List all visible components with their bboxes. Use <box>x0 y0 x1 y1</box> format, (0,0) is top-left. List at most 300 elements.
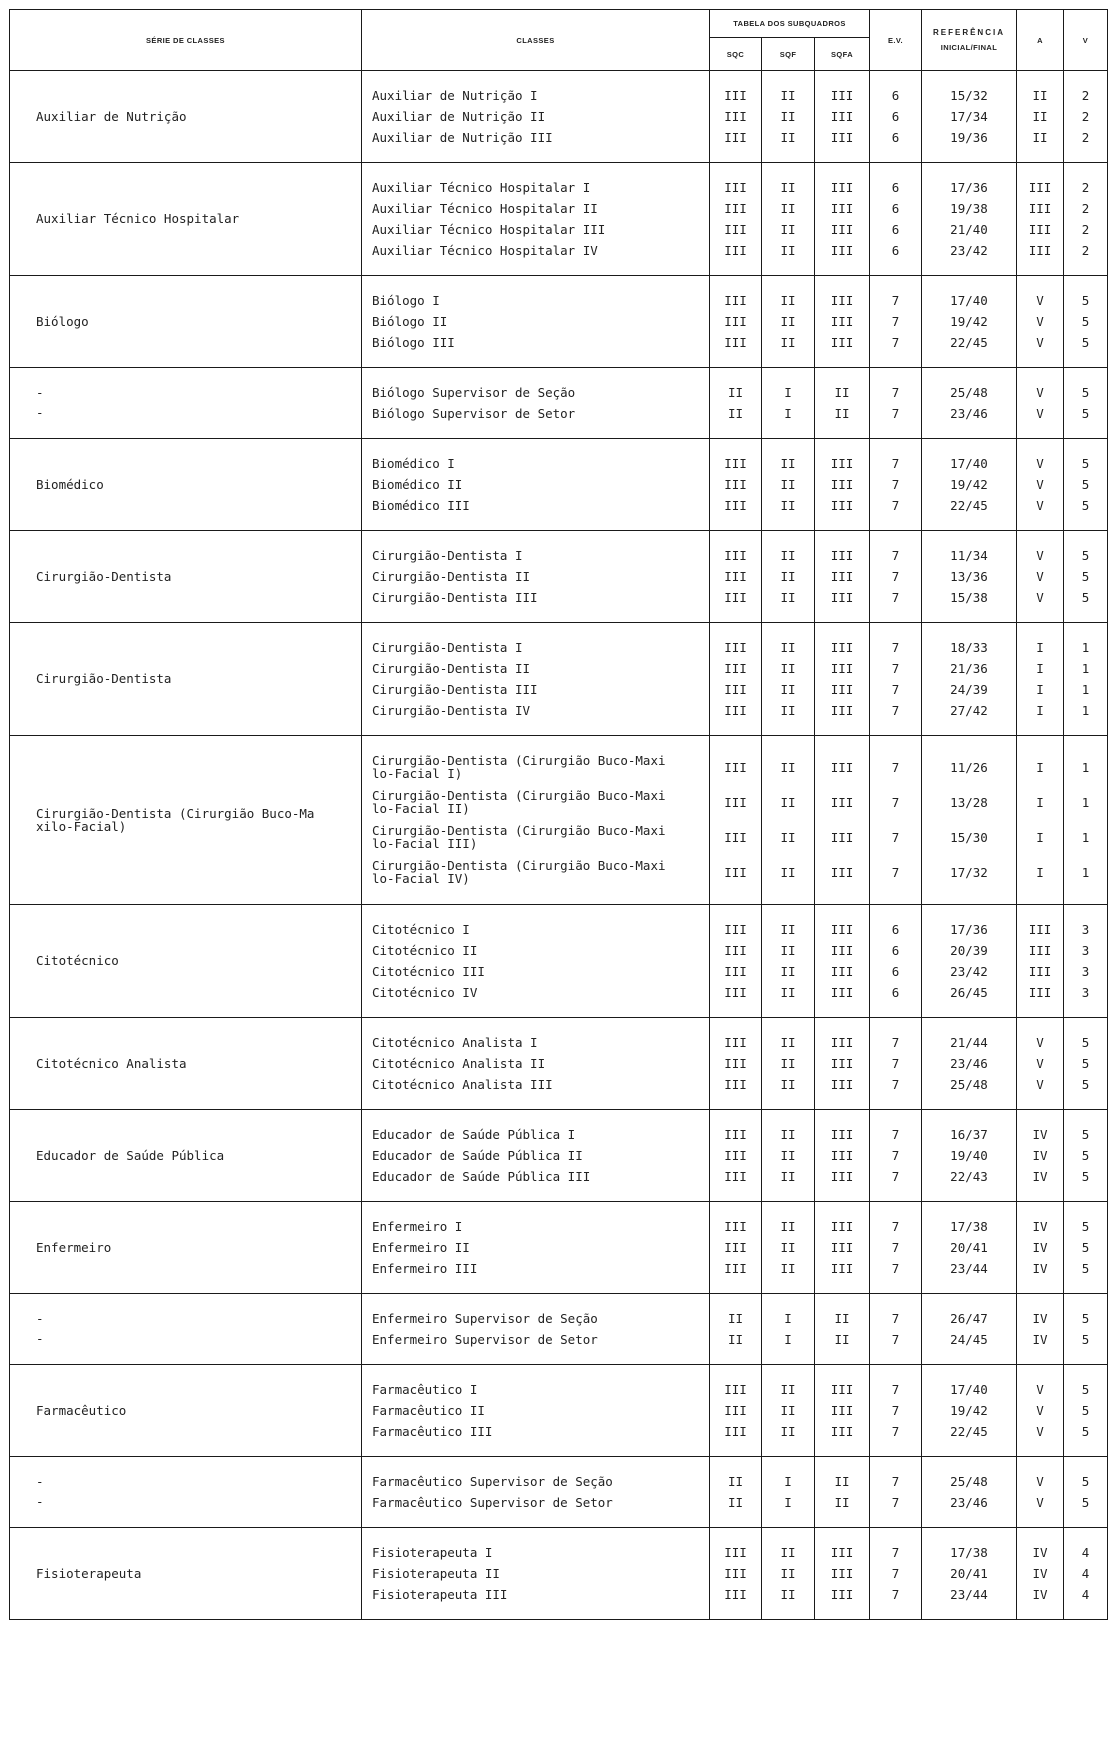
table-row-value: 22/45 <box>950 335 988 350</box>
table-row-value: Auxiliar Técnico Hospitalar III <box>372 222 606 237</box>
header-classes: CLASSES <box>362 10 710 71</box>
table-row-value: 26/47 <box>950 1311 988 1326</box>
classe-line: Cirurgião-Dentista (Cirurgião Buco-Maxi <box>372 788 666 803</box>
classe-cell <box>362 368 710 439</box>
table-row-value: 5 <box>1081 456 1090 471</box>
table-row-value: 15/38 <box>950 590 988 605</box>
table-row-value: III <box>1028 964 1052 979</box>
table-row-value: 3 <box>1081 964 1090 979</box>
table-row-value: III <box>724 130 747 145</box>
referencia-cell <box>922 531 1017 623</box>
table-row-value: II <box>727 1495 744 1510</box>
table-row-value: Biomédico III <box>372 498 470 513</box>
a-cell <box>1017 1365 1064 1457</box>
classe-cell <box>362 1365 710 1457</box>
serie-cell <box>10 531 362 623</box>
sqfa-cell <box>815 1528 870 1620</box>
table-row-value: 7 <box>891 1127 900 1142</box>
sqc-cell <box>710 368 762 439</box>
a-cell <box>1017 1018 1064 1110</box>
table-row-value: 5 <box>1081 293 1090 308</box>
v-cell <box>1064 368 1108 439</box>
group-row <box>10 531 1108 623</box>
table-row-value: 2 <box>1081 88 1090 103</box>
table-row-value: 7 <box>891 1382 900 1397</box>
table-row-value: 4 <box>1081 1545 1090 1560</box>
sqfa-cell <box>815 736 870 905</box>
table-row-value: 7 <box>891 1403 900 1418</box>
serie-cell <box>10 1528 362 1620</box>
table-row-value: III <box>724 201 747 216</box>
table-row-value: III <box>830 760 854 775</box>
classe-cell <box>362 1110 710 1202</box>
table-row-value: 19/40 <box>950 1148 988 1163</box>
table-row-value: 1 <box>1081 795 1090 810</box>
a-cell <box>1017 368 1064 439</box>
table-row-value: III <box>830 1056 854 1071</box>
table-row-value: I <box>784 1311 792 1326</box>
table-row-value: Cirurgião-Dentista I <box>372 640 523 655</box>
header-referencia <box>922 10 1017 71</box>
sqc-cell <box>710 531 762 623</box>
table-row-value: I <box>784 1495 792 1510</box>
a-cell <box>1017 163 1064 276</box>
sqfa-cell <box>815 1018 870 1110</box>
table-row-value: 7 <box>891 1424 900 1439</box>
table-row-value: III <box>724 335 747 350</box>
table-row-value: 23/44 <box>950 1587 988 1602</box>
table-row-value: V <box>1036 1035 1044 1050</box>
table-row-value: I <box>784 385 792 400</box>
table-row-value: Auxiliar de Nutrição I <box>372 88 538 103</box>
table-row-value: 22/45 <box>950 498 988 513</box>
table-row-value: 17/38 <box>950 1545 988 1560</box>
table-row-value: III <box>830 922 854 937</box>
table-row-value: II <box>780 1545 796 1560</box>
classe-cell <box>362 905 710 1018</box>
table-row-value: II <box>727 385 744 400</box>
serie-cell <box>10 905 362 1018</box>
table-row-value: 15/30 <box>950 830 988 845</box>
table-row-value: 1 <box>1081 830 1090 845</box>
ev-cell <box>870 905 922 1018</box>
serie-cell <box>10 71 362 163</box>
a-cell <box>1017 1457 1064 1528</box>
ev-cell <box>870 623 922 736</box>
table-row-value: 7 <box>891 1169 900 1184</box>
table-row-value: III <box>1028 922 1052 937</box>
table-row-value: 6 <box>891 943 900 958</box>
ev-cell <box>870 1365 922 1457</box>
v-cell <box>1064 1457 1108 1528</box>
table-row-value: III <box>830 293 854 308</box>
table-row-value: 5 <box>1081 385 1090 400</box>
table-row-value: II <box>727 1311 744 1326</box>
table-row-value: 7 <box>891 1474 900 1489</box>
table-row-value: 21/36 <box>950 661 988 676</box>
table-row-value: III <box>1028 222 1052 237</box>
serie-line: - <box>36 1311 44 1326</box>
table-row-value: 3 <box>1081 922 1090 937</box>
table-row-value: 5 <box>1081 1056 1090 1071</box>
sqf-cell <box>762 1110 815 1202</box>
table-row-value: 7 <box>891 1219 900 1234</box>
table-row-value: III <box>830 180 854 195</box>
table-row-value: III <box>830 569 854 584</box>
sqf-cell <box>762 1202 815 1294</box>
table-row-value <box>362 750 709 785</box>
table-row-value: 5 <box>1081 1077 1090 1092</box>
table-row-value: 5 <box>1081 1403 1090 1418</box>
table-row-value: III <box>724 1566 747 1581</box>
table-row-value: 7 <box>891 1077 900 1092</box>
table-row-value: 5 <box>1081 1382 1090 1397</box>
table-row-value: 7 <box>891 1240 900 1255</box>
v-cell <box>1064 439 1108 531</box>
table-row-value: Farmacêutico III <box>372 1424 493 1439</box>
v-cell <box>1064 736 1108 905</box>
table-row-value: II <box>1032 130 1048 145</box>
table-row-value: III <box>724 661 747 676</box>
table-row-value: 23/42 <box>950 243 988 258</box>
table-row-value: V <box>1036 1474 1044 1489</box>
a-cell <box>1017 1294 1064 1365</box>
table-row-value: 19/36 <box>950 130 988 145</box>
table-row-value: III <box>724 1077 747 1092</box>
table-row-value: 7 <box>891 335 900 350</box>
serie-line: - <box>36 1331 44 1346</box>
serie-line: Educador de Saúde Pública <box>36 1147 225 1163</box>
header-inicial-final: INICIAL/FINAL <box>940 43 998 52</box>
sqc-cell <box>710 1457 762 1528</box>
table-row-value: II <box>834 385 850 400</box>
table-row-value: III <box>830 1077 854 1092</box>
table-row-value: 7 <box>891 795 900 810</box>
referencia-cell <box>922 623 1017 736</box>
table-row-value: IV <box>1032 1169 1048 1184</box>
table-row-value: 2 <box>1081 130 1090 145</box>
table-row-value: 23/44 <box>950 1261 988 1276</box>
a-cell <box>1017 439 1064 531</box>
table-row-value: 7 <box>891 1495 900 1510</box>
table-row-value: 21/44 <box>950 1035 988 1050</box>
table-row-value: V <box>1036 1056 1044 1071</box>
table-row-value: II <box>780 795 796 810</box>
classe-line: Cirurgião-Dentista (Cirurgião Buco-Maxi <box>372 823 666 838</box>
table-row-value: III <box>830 795 854 810</box>
table-row-value: Fisioterapeuta II <box>372 1566 500 1581</box>
table-row-value: Biólogo III <box>372 335 455 350</box>
sqf-cell <box>762 439 815 531</box>
table-row-value: Citotécnico Analista III <box>372 1077 553 1092</box>
table-row-value: III <box>830 548 854 563</box>
sqfa-cell <box>815 1110 870 1202</box>
table-row-value: Cirurgião-Dentista II <box>372 569 531 584</box>
v-cell <box>1064 531 1108 623</box>
table-row-value: 20/41 <box>950 1240 988 1255</box>
table-row-value: III <box>724 795 747 810</box>
sqfa-cell <box>815 1365 870 1457</box>
header-a: A <box>1017 10 1064 71</box>
table-row-value: III <box>724 548 747 563</box>
v-cell <box>1064 623 1108 736</box>
serie-cell <box>10 1202 362 1294</box>
table-row-value: V <box>1036 477 1044 492</box>
referencia-cell <box>922 439 1017 531</box>
serie-line: Cirurgião-Dentista <box>36 568 172 584</box>
table-row-value: II <box>780 180 796 195</box>
table-row-value: 7 <box>891 569 900 584</box>
a-cell <box>1017 276 1064 368</box>
table-row-value: III <box>830 1169 854 1184</box>
table-row-value: 1 <box>1081 703 1090 718</box>
table-row-value: Farmacêutico Supervisor de Setor <box>372 1495 613 1510</box>
table-row-value: III <box>724 640 747 655</box>
group-row <box>10 1202 1108 1294</box>
table-row-value: III <box>724 569 747 584</box>
sqfa-cell <box>815 276 870 368</box>
table-row-value: IV <box>1032 1587 1048 1602</box>
table-row-value <box>362 820 709 855</box>
table-row-value: III <box>724 498 747 513</box>
table-row-value: Cirurgião-Dentista I <box>372 548 523 563</box>
table-row-value: Cirurgião-Dentista IV <box>372 703 531 718</box>
table-row-value: I <box>784 406 792 421</box>
a-cell <box>1017 905 1064 1018</box>
table-row-value: 7 <box>891 1148 900 1163</box>
table-row-value: I <box>1036 830 1044 845</box>
serie-cell <box>10 1018 362 1110</box>
table-row-value: 2 <box>1081 243 1090 258</box>
sqf-cell <box>762 623 815 736</box>
table-row-value: 2 <box>1081 109 1090 124</box>
table-row-value: III <box>830 201 854 216</box>
table-row-value: 7 <box>891 661 900 676</box>
table-row-value: 7 <box>891 1587 900 1602</box>
serie-cell <box>10 163 362 276</box>
serie-cell <box>10 1365 362 1457</box>
group-row <box>10 1528 1108 1620</box>
ev-cell <box>870 1528 922 1620</box>
a-cell <box>1017 1110 1064 1202</box>
table-row-value: 17/34 <box>950 109 988 124</box>
table-row-value: II <box>834 1474 850 1489</box>
table-row-value: V <box>1036 314 1044 329</box>
sqc-cell <box>710 1294 762 1365</box>
table-row-value: II <box>780 590 796 605</box>
table-row-value: III <box>830 335 854 350</box>
table-row-value: Enfermeiro Supervisor de Setor <box>372 1332 598 1347</box>
table-row-value: 5 <box>1081 1169 1090 1184</box>
table-row-value: II <box>780 1382 796 1397</box>
table-row-value: I <box>784 1474 792 1489</box>
table-row-value: II <box>780 498 796 513</box>
table-row-value: 5 <box>1081 498 1090 513</box>
table-row-value: V <box>1036 1077 1044 1092</box>
table-row-value: 7 <box>891 1035 900 1050</box>
table-row-value: III <box>724 1148 747 1163</box>
table-row-value: Biólogo I <box>372 293 440 308</box>
serie-line: Citotécnico Analista <box>36 1055 187 1071</box>
a-cell <box>1017 531 1064 623</box>
table-row-value: III <box>830 964 854 979</box>
classe-line: Cirurgião-Dentista (Cirurgião Buco-Maxi <box>372 753 666 768</box>
table-row-value <box>362 855 709 890</box>
v-cell <box>1064 163 1108 276</box>
table-row-value: 5 <box>1081 314 1090 329</box>
serie-cell <box>10 623 362 736</box>
table-row-value: 26/45 <box>950 985 988 1000</box>
sqc-cell <box>710 1110 762 1202</box>
table-row-value: II <box>780 922 796 937</box>
table-row-value: 6 <box>891 201 900 216</box>
table-row-value: III <box>724 243 747 258</box>
table-row-value: I <box>1036 795 1044 810</box>
table-row-value: Citotécnico Analista II <box>372 1056 546 1071</box>
ev-cell <box>870 368 922 439</box>
table-row-value: 4 <box>1081 1566 1090 1581</box>
table-row-value: III <box>724 1035 747 1050</box>
sqfa-cell <box>815 1202 870 1294</box>
table-row-value: III <box>724 682 747 697</box>
serie-line: Biomédico <box>36 476 104 492</box>
serie-cell <box>10 276 362 368</box>
classe-line-continued: lo-Facial IV) <box>372 871 470 886</box>
table-row-value: 7 <box>891 830 900 845</box>
table-row-value: II <box>780 1035 796 1050</box>
table-row-value: III <box>724 703 747 718</box>
table-row-value: III <box>724 590 747 605</box>
sqc-cell <box>710 163 762 276</box>
table-row-value: 25/48 <box>950 1474 988 1489</box>
table-row-value: III <box>724 1169 747 1184</box>
table-row-value: 7 <box>891 1332 900 1347</box>
table-row-value: III <box>830 1545 854 1560</box>
ev-cell <box>870 1110 922 1202</box>
table-row-value: III <box>1028 201 1052 216</box>
table-row-value: 5 <box>1081 406 1090 421</box>
table-row-value: Biomédico I <box>372 456 455 471</box>
classe-cell <box>362 1202 710 1294</box>
table-row-value: Fisioterapeuta III <box>372 1587 508 1602</box>
table-row-value: III <box>830 222 854 237</box>
referencia-cell <box>922 1457 1017 1528</box>
table-row-value: 6 <box>891 222 900 237</box>
table-row-value: III <box>724 760 747 775</box>
ev-cell <box>870 1018 922 1110</box>
table-row-value: Biólogo Supervisor de Setor <box>372 406 576 421</box>
a-cell <box>1017 623 1064 736</box>
table-row-value: V <box>1036 590 1044 605</box>
table-row-value: V <box>1036 569 1044 584</box>
sqf-cell <box>762 531 815 623</box>
table-row-value: 11/26 <box>950 760 988 775</box>
sqc-cell <box>710 623 762 736</box>
table-row-value: V <box>1036 1424 1044 1439</box>
table-row-value: Enfermeiro Supervisor de Seção <box>372 1311 598 1326</box>
table-row-value: V <box>1036 1495 1044 1510</box>
classe-cell <box>362 1457 710 1528</box>
table-row-value: Citotécnico I <box>372 922 470 937</box>
table-row-value: IV <box>1032 1545 1048 1560</box>
ev-cell <box>870 439 922 531</box>
document-page <box>9 9 1107 1620</box>
table-row-value: III <box>724 1127 747 1142</box>
table-row-value: II <box>780 760 796 775</box>
table-row-value: 7 <box>891 477 900 492</box>
v-cell <box>1064 276 1108 368</box>
table-row-value: 17/40 <box>950 293 988 308</box>
table-row-value: II <box>780 1587 796 1602</box>
table-row-value: II <box>780 130 796 145</box>
table-row-value <box>362 785 709 820</box>
sqf-cell <box>762 736 815 905</box>
table-row-value: 6 <box>891 109 900 124</box>
table-row-value: 13/36 <box>950 569 988 584</box>
table-row-value: III <box>1028 180 1052 195</box>
referencia-cell <box>922 1018 1017 1110</box>
table-row-value: III <box>724 477 747 492</box>
a-cell <box>1017 1528 1064 1620</box>
table-row-value: V <box>1036 456 1044 471</box>
table-row-value: II <box>780 703 796 718</box>
table-row-value: IV <box>1032 1261 1048 1276</box>
table-row-value: III <box>830 498 854 513</box>
sqf-cell <box>762 1528 815 1620</box>
classe-line-continued: lo-Facial I) <box>372 766 463 781</box>
table-row-value: 19/38 <box>950 201 988 216</box>
table-row-value: 4 <box>1081 1587 1090 1602</box>
table-row-value: III <box>830 703 854 718</box>
group-row <box>10 439 1108 531</box>
referencia-cell <box>922 1110 1017 1202</box>
table-row-value: 7 <box>891 314 900 329</box>
table-row-value: 18/33 <box>950 640 988 655</box>
serie-cell <box>10 1294 362 1365</box>
table-row-value: III <box>724 865 747 880</box>
sqc-cell <box>710 905 762 1018</box>
table-row-value: 7 <box>891 548 900 563</box>
table-row-value: II <box>780 293 796 308</box>
classe-line-continued: lo-Facial II) <box>372 801 470 816</box>
sqf-cell <box>762 1294 815 1365</box>
table-row-value: II <box>780 1077 796 1092</box>
serie-cell <box>10 439 362 531</box>
table-row-value: 20/41 <box>950 1566 988 1581</box>
table-row-value: 7 <box>891 385 900 400</box>
header-sqf: SQF <box>762 38 815 71</box>
group-row <box>10 1110 1108 1202</box>
table-row-value: 2 <box>1081 201 1090 216</box>
table-row-value: Auxiliar Técnico Hospitalar II <box>372 201 598 216</box>
table-row-value: 1 <box>1081 640 1090 655</box>
sqfa-cell <box>815 623 870 736</box>
table-row-value: Citotécnico Analista I <box>372 1035 538 1050</box>
group-row <box>10 1294 1108 1365</box>
table-row-value: 17/40 <box>950 456 988 471</box>
sqc-cell <box>710 71 762 163</box>
table-row-value: III <box>724 1403 747 1418</box>
v-cell <box>1064 905 1108 1018</box>
table-row-value: 7 <box>891 1566 900 1581</box>
ev-cell <box>870 1294 922 1365</box>
a-cell <box>1017 736 1064 905</box>
table-row-value: I <box>784 1332 792 1347</box>
table-row-value: 5 <box>1081 1424 1090 1439</box>
table-row-value: Citotécnico III <box>372 964 485 979</box>
table-row-value: II <box>780 1424 796 1439</box>
table-row-value: 15/32 <box>950 88 988 103</box>
